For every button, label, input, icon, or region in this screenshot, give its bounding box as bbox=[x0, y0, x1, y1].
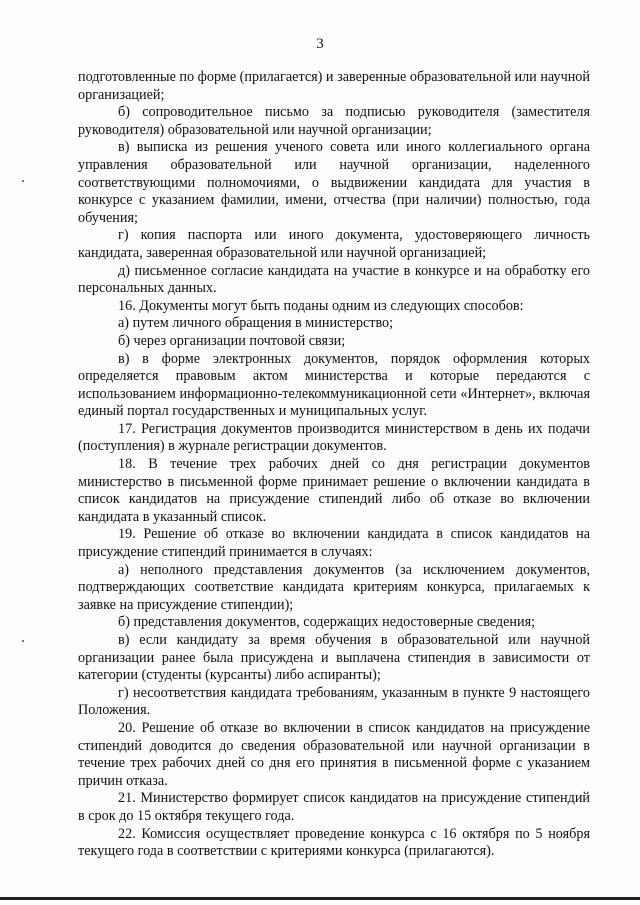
paragraph: в) если кандидату за время обучения в образовательной или научной организации ранее была присуждена и выплачена стипендия в зависимости от категории (студенты (курсанты) либо аспиранты); bbox=[78, 632, 590, 684]
paragraph: б) через организации почтовой связи; bbox=[118, 332, 346, 349]
paragraph: 21. Министерство формирует список кандидатов на присуждение стипендий в срок до 15 октября текущего года. bbox=[78, 790, 590, 824]
paragraph: 20. Решение об отказе во включении в список кандидатов на присуждение стипендий доводится до сведения образовательной или научной организации в течение трех рабочих дней со дня его принятия в письменной форме с указанием причин отказа. bbox=[78, 719, 590, 789]
page-number: 3 bbox=[316, 36, 324, 52]
paragraph: в) в форме электронных документов, порядок оформления которых определяется правовым актом министерства и которые передаются с использованием информационно-телекоммуникационной сети «Интернет», включая единый портал государственных и муниципальных услуг. bbox=[78, 350, 590, 420]
paragraph: 18. В течение трех рабочих дней со дня регистрации документов министерство в письменной форме принимает решение о включении кандидата в список кандидатов на присуждение стипендий либо об отказе во включении кандидата в указанный список. bbox=[78, 456, 590, 525]
paragraph: в) выписка из решения ученого совета или иного коллегиального органа управления образовательной или научной организации, наделенного соответствующими полномочиями, о выдвижении кандидата для участия в конкурсе с указанием фамилии, имени, отчества (при наличии) полностью, года обучения; bbox=[78, 139, 590, 226]
paragraph: г) копия паспорта или иного документа, удостоверяющего личность кандидата, заверенная образовательной или научной организацией; bbox=[78, 227, 590, 261]
paragraph: подготовленные по форме (прилагается) и заверенные образовательной или научной организацией; bbox=[78, 69, 590, 103]
paragraph: а) путем личного обращения в министерство; bbox=[118, 315, 394, 332]
paragraph: д) письменное согласие кандидата на участие в конкурсе и на обработку его персональных данных. bbox=[78, 262, 590, 297]
document-body bbox=[78, 69, 590, 861]
paragraph: б) сопроводительное письмо за подписью руководителя (заместителя руководителя) образовательной или научной организации; bbox=[78, 104, 590, 138]
paragraph: а) неполного представления документов (за исключением документов, подтверждающих соответствие кандидата критериям конкурса, прилагаемых к заявке на присуждение стипендии); bbox=[78, 561, 590, 613]
paragraph: г) несоответствия кандидата требованиям, указанным в пункте 9 настоящего Положения. bbox=[78, 684, 590, 719]
paragraph: 19. Решение об отказе во включении кандидата в список кандидатов на присуждение стипендий принимается в случаях: bbox=[78, 526, 590, 561]
paragraph: 16. Документы могут быть поданы одним из следующих способов: bbox=[118, 297, 524, 314]
paragraph: 17. Регистрация документов производится министерством в день их подачи (поступления) в журнале регистрации документов. bbox=[78, 420, 590, 455]
scan-speck bbox=[22, 640, 24, 642]
scan-bottom-edge bbox=[0, 897, 640, 900]
paragraph: 22. Комиссия осуществляет проведение конкурса с 16 октября по 5 ноября текущего года в соответствии с критериями конкурса (прилагаются). bbox=[78, 825, 590, 860]
paragraph: б) представления документов, содержащих недостоверные сведения; bbox=[118, 614, 536, 631]
scan-speck bbox=[22, 180, 24, 182]
